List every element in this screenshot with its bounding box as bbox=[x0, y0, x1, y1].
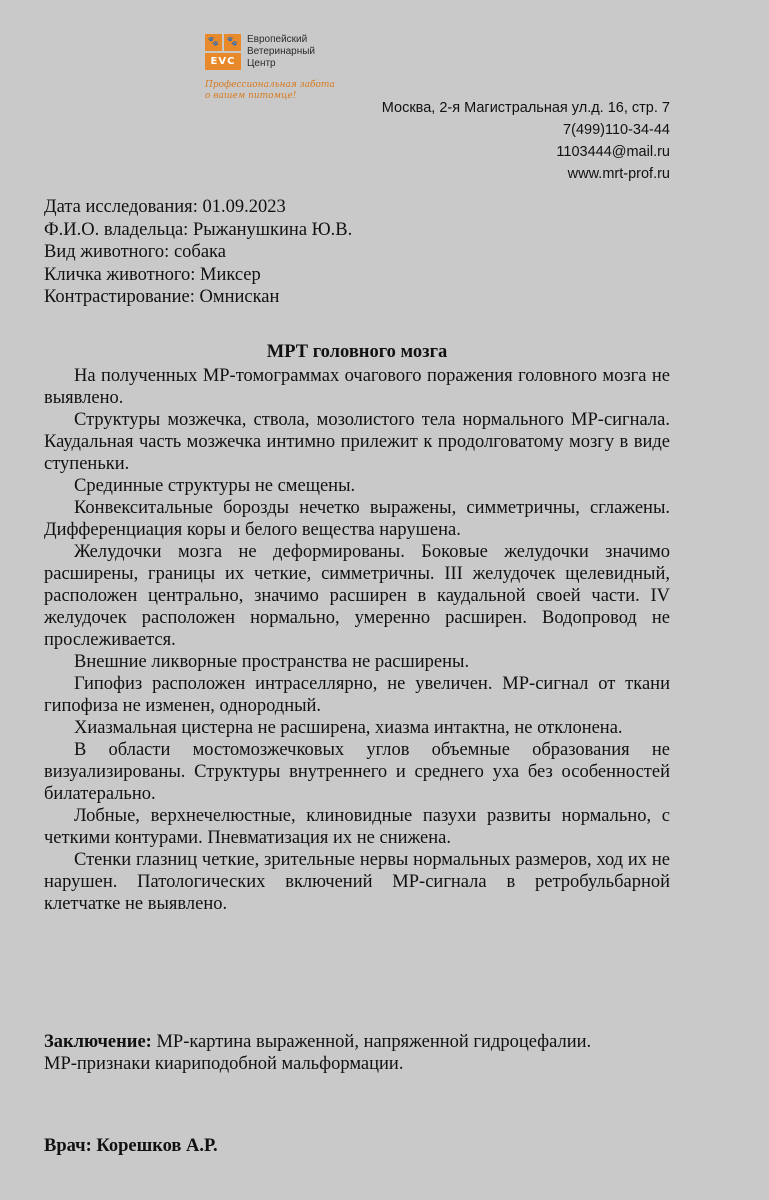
clinic-phone: 7(499)110-34-44 bbox=[563, 122, 670, 138]
animal-species: Вид животного: собака bbox=[44, 242, 226, 262]
report-paragraph: Желудочки мозга не деформированы. Боковые желудочки значимо расширены, границы их четкие, симметричны. III желудочек щелевидный, расположен центрально, значимо расширен в каудальной своей части. IV желудочек расположен нормально, умеренно расширен. Водопровод не прослеживается. bbox=[44, 542, 670, 650]
report-paragraph: Структуры мозжечка, ствола, мозолистого тела нормального МР-сигнала. Каудальная часть мозжечка интимно прилежит к продолговатому мозгу в виде ступеньки. bbox=[44, 410, 670, 474]
logo-abbreviation: EVC bbox=[210, 56, 236, 67]
report-paragraph: Гипофиз расположен интраселлярно, не увеличен. МР-сигнал от ткани гипофиза не изменен, однородный. bbox=[44, 674, 670, 716]
report-paragraph: Внешние ликворные пространства не расширены. bbox=[74, 652, 470, 672]
report-title: МРТ головного мозга bbox=[266, 342, 448, 362]
report-paragraph: Срединные структуры не смещены. bbox=[74, 476, 356, 496]
clinic-address: Москва, 2-я Магистральная ул.д. 16, стр. 7 bbox=[381, 100, 670, 116]
study-meta bbox=[44, 196, 352, 309]
owner-name: Ф.И.О. владельца: Рыжанушкина Ю.В. bbox=[44, 219, 353, 240]
clinic-website: www.mrt-prof.ru bbox=[567, 166, 670, 182]
clinic-name: Европейский Ветеринарный Центр bbox=[247, 34, 316, 69]
report-paragraph: Хиазмальная цистерна не расширена, хиазма интактна, не отклонена. bbox=[74, 718, 623, 738]
report-paragraph: Лобные, верхнечелюстные, клиновидные пазухи развиты нормально, с четкими контурами. Пневматизация их не снижена. bbox=[44, 806, 670, 848]
logo-mark bbox=[205, 34, 241, 70]
conclusion-text-secondary: МР-признаки киариподобной мальформации. bbox=[44, 1054, 404, 1074]
conclusion-text: МР-картина выраженной, напряженной гидроцефалии. bbox=[156, 1032, 592, 1052]
conclusion-section bbox=[44, 1031, 670, 1075]
report-paragraph: Стенки глазниц четкие, зрительные нервы нормальных размеров, ход их не нарушен. Патологических включений МР-сигнала в ретробульбарной клетчатке не выявлено. bbox=[44, 850, 670, 914]
report-body bbox=[44, 341, 670, 915]
conclusion-label: Заключение: bbox=[44, 1032, 152, 1052]
study-date: Дата исследования: 01.09.2023 bbox=[44, 197, 286, 217]
report-paragraph: На полученных МР-томограммах очагового поражения головного мозга не выявлено. bbox=[44, 366, 670, 408]
paw-icon: 🐾 bbox=[207, 37, 220, 47]
contrast-agent: Контрастирование: Омнискан bbox=[44, 287, 280, 307]
paw-icon: 🐾 bbox=[226, 37, 239, 47]
clinic-contacts bbox=[382, 97, 670, 185]
doctor-signature: Врач: Корешков А.Р. bbox=[44, 1136, 218, 1156]
clinic-slogan: Профессиональная забота о вашем питомце! bbox=[205, 80, 335, 101]
clinic-logo bbox=[205, 34, 345, 114]
report-paragraph: В области мостомозжечковых углов объемные образования не визуализированы. Структуры внутреннего и среднего уха без особенностей билатерально. bbox=[44, 740, 670, 804]
report-paragraph: Конвекситальные борозды нечетко выражены, симметричны, сглажены. Дифференциация коры и белого вещества нарушена. bbox=[44, 498, 670, 540]
clinic-email: 1103444@mail.ru bbox=[556, 144, 670, 160]
conclusion-line bbox=[44, 1031, 670, 1053]
pet-name: Кличка животного: Миксер bbox=[44, 264, 261, 285]
